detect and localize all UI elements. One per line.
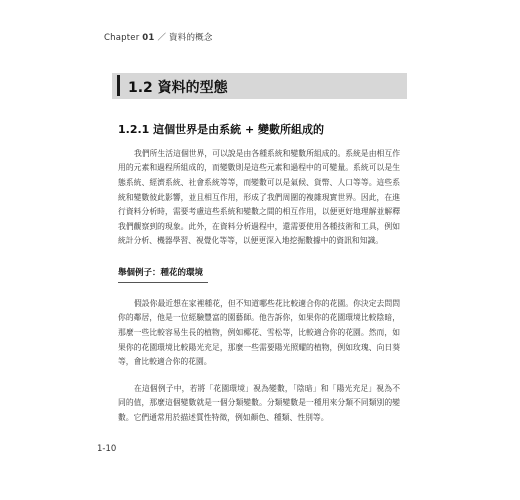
chapter-title: 資料的概念 [169,33,213,43]
example-heading-underline [118,282,208,283]
chapter-number: 01 [142,33,155,43]
body-paragraph-1: 我們所生活這個世界，可以說是由各種系統和變數所組成的。系統是由相互作用的元素和過程所組成的，而變數則是這些元素和過程中的可變量。系統可以是生態系統、經濟系統、社會系統等等，而變數可以是氣候、貨幣、人口等等。這些系統和變數彼此影響，並且相互作用，形成了我們周圍的複雜現實世界。因此，在進行資料分析時，需要考慮這些系統和變數之間的相互作用，以便更好地理解並解釋我們觀察到的現象。此外，在資料分析過程中，還需要使用各種技術和工具，例如統計分析、機器學習、視覺化等等，以便更深入地挖掘數據中的資訊和知識。 [118,148,400,246]
subsection-title: 1.2.1 這個世界是由系統 + 變數所組成的 [118,123,325,136]
section-heading-bar [117,75,120,96]
chapter-prefix: Chapter [104,33,140,43]
example-heading: 舉個例子：種花的環境 [118,268,204,278]
section-title: 1.2 資料的型態 [128,80,228,96]
body-paragraph-2: 假設你最近想在家裡種花，但不知道哪些花比較適合你的花園。你決定去問問你的鄰居，他是一位經驗豐富的園藝師。他告訴你，如果你的花園環境比較陰暗，那麼一些比較容易生長的植物，例如椰花、雪松等，比較適合你的花園。然而，如果你的花園環境比較陽光充足，那麼一些需要陽光照耀的植物，例如玫瑰、向日葵等，會比較適合你的花園。 [118,298,400,367]
page-number: 1-10 [97,444,117,454]
running-header [104,31,213,43]
body-paragraph-3: 在這個例子中，若將「花園環境」視為變數，「陰暗」和「陽光充足」視為不同的值，那麼這個變數就是一個分類變數。分類變數是一種用來分類不同類別的變數。它們通常用於描述質性特徵，例如顏色、種類、性別等。 [118,383,400,422]
header-separator: ／ [157,33,167,43]
